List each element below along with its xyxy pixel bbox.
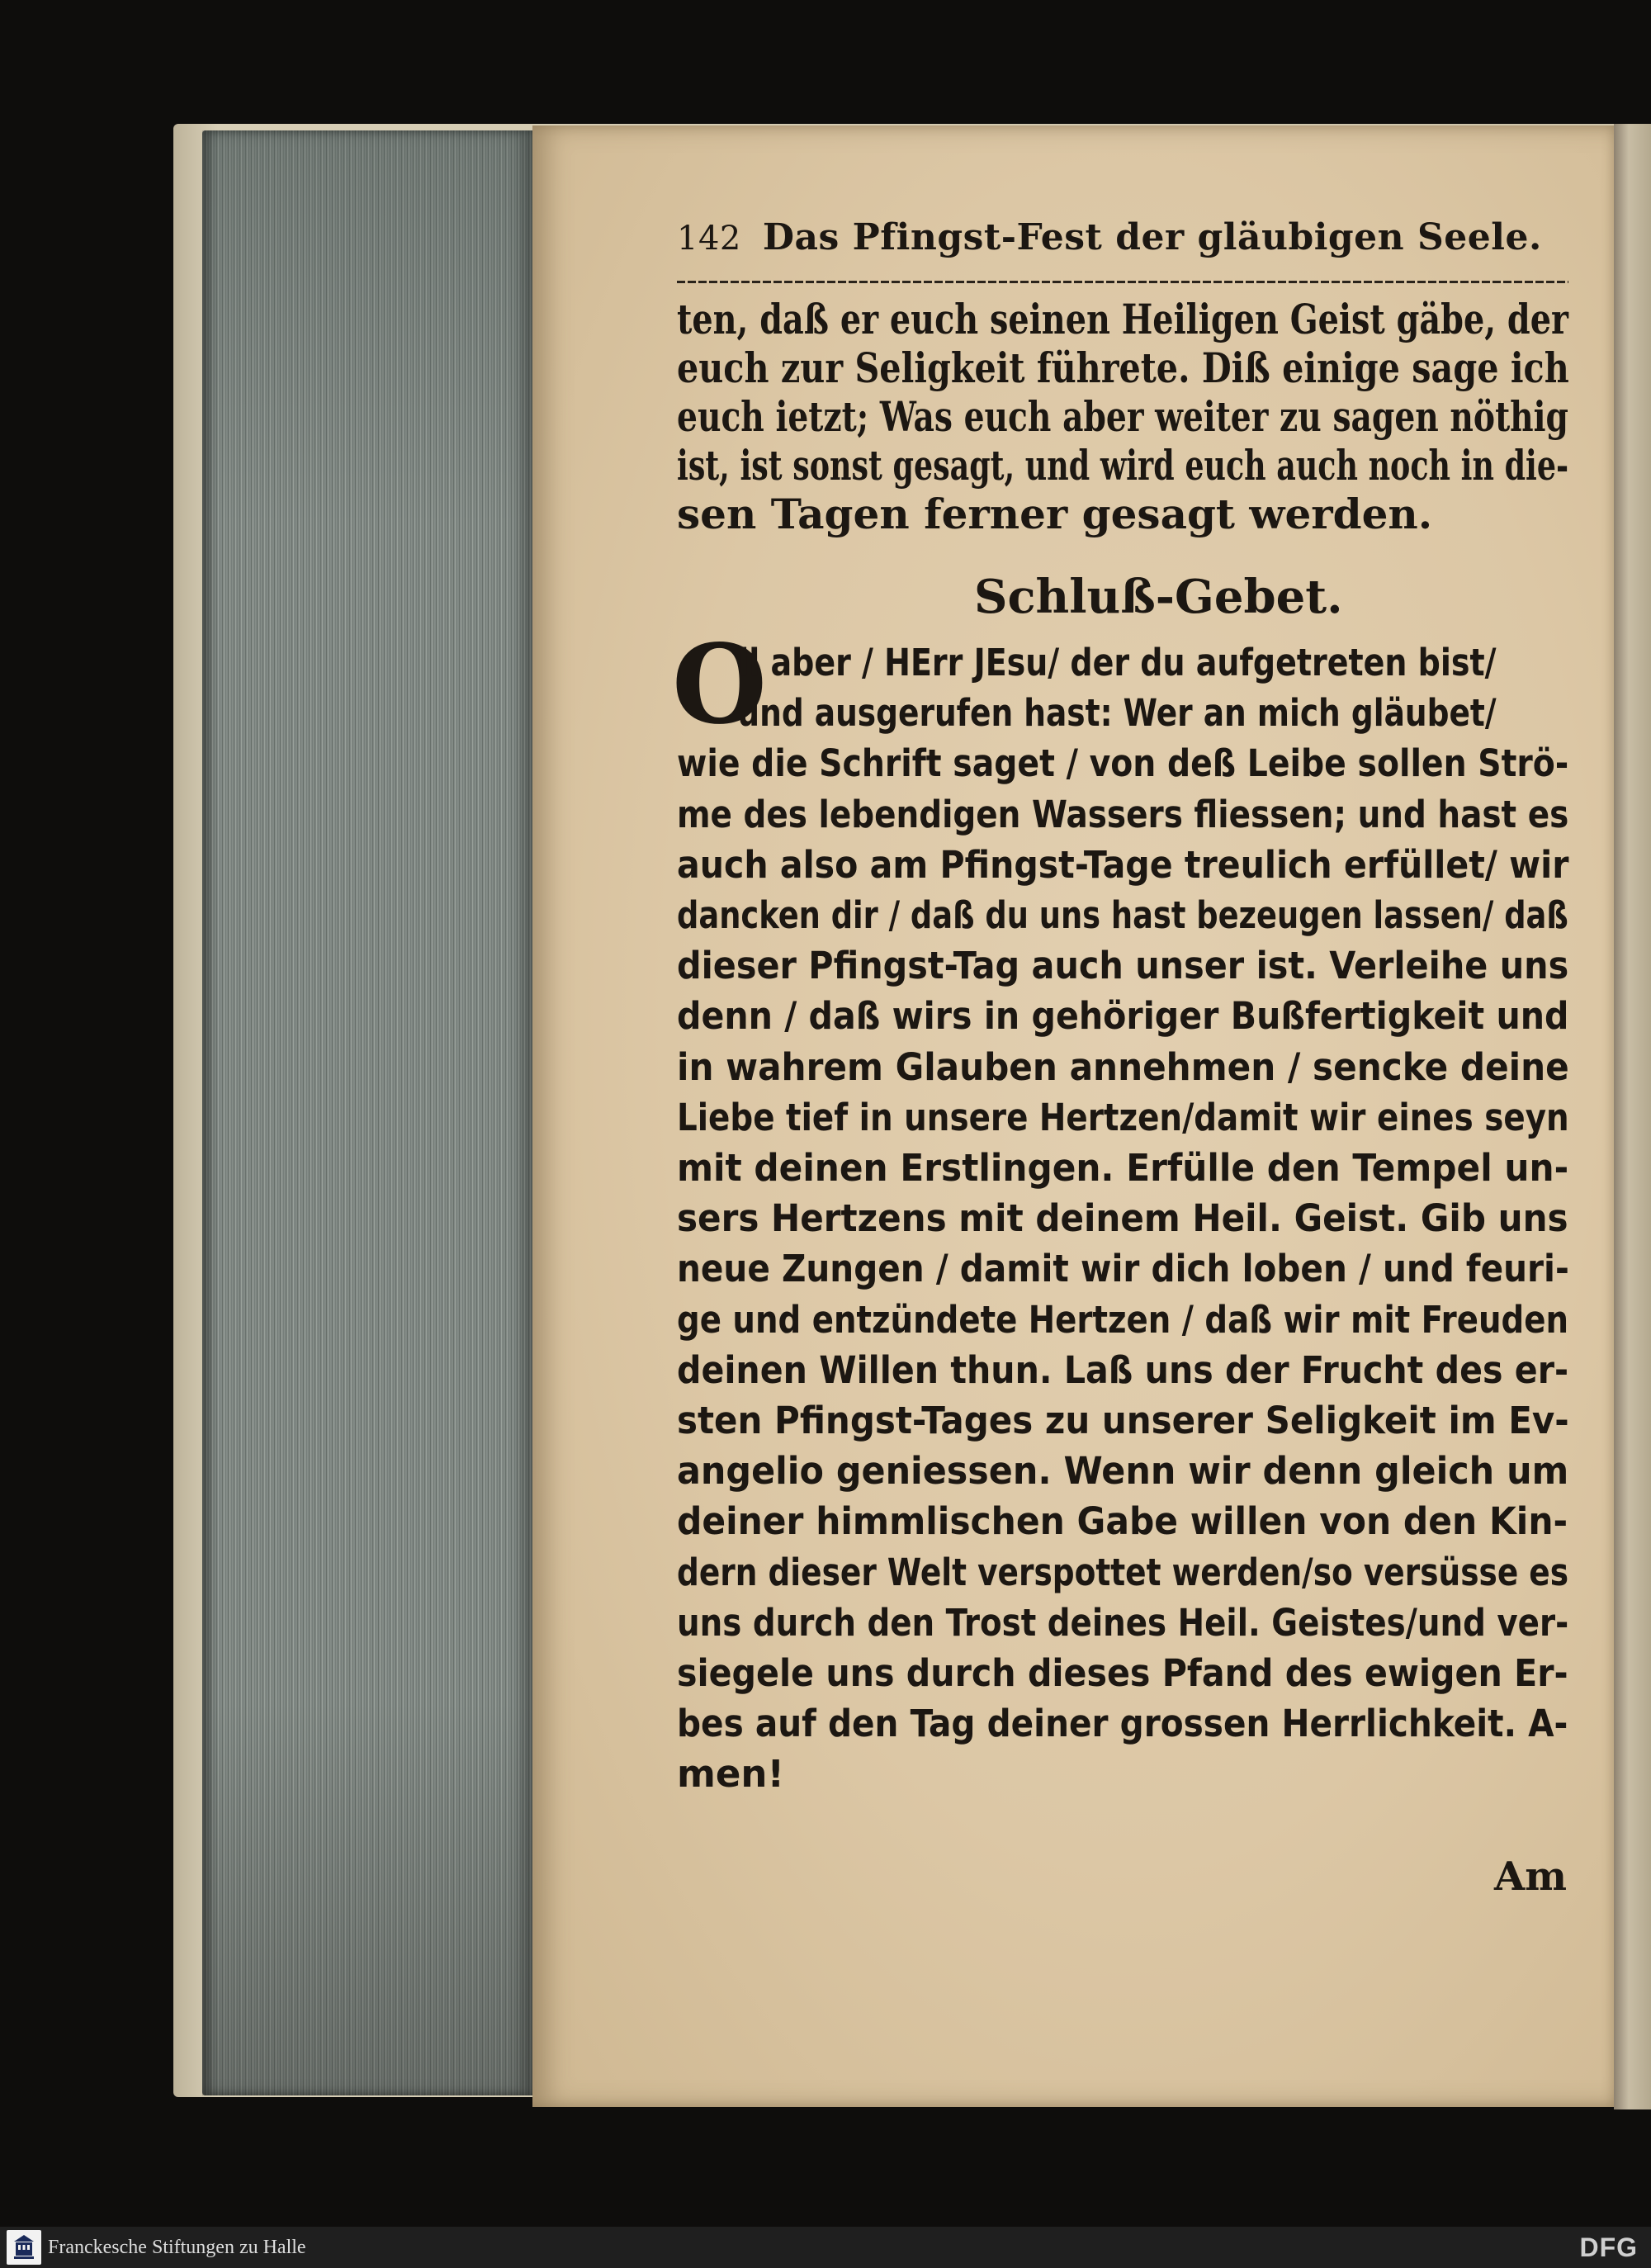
text-line: dancken dir / daß du uns hast bezeugen lassen/ daß (677, 893, 1568, 938)
section-heading: Schluß-Gebet. (974, 570, 1343, 624)
drop-cap: O (672, 621, 767, 749)
text-line: wie die Schrift saget / von deß Leibe sollen Strö- (677, 741, 1569, 786)
text-line: sen Tagen ferner gesagt werden. (677, 490, 1433, 538)
text-line: euch ietzt; Was euch aber weiter zu sagen nöthig (677, 392, 1568, 441)
page-edges-shade (202, 130, 532, 2095)
text-line: sers Hertzens mit deinem Heil. Geist. Gib uns (677, 1196, 1568, 1241)
text-line: ge und entzündete Hertzen / daß wir mit Freuden (677, 1297, 1569, 1342)
text-line: mit deinen Erstlingen. Erfülle den Tempel un- (677, 1146, 1569, 1191)
viewer-footer (0, 2227, 1651, 2268)
page-number: 142 (677, 220, 741, 258)
text-line: neue Zungen / damit wir dich loben / und feuri- (677, 1247, 1569, 1291)
text-line: dern dieser Welt verspottet werden/so versüsse es (677, 1550, 1569, 1594)
text-line: deinen Willen thun. Laß uns der Frucht des er- (677, 1347, 1569, 1392)
text-line: me des lebendigen Wassers fliessen; und hast es (677, 792, 1569, 836)
institution-logo-icon (7, 2230, 41, 2265)
text-line: und ausgerufen hast: Wer an mich gläubet/ (737, 691, 1497, 736)
text-line: ten, daß er euch seinen Heiligen Geist gäbe, der (677, 295, 1568, 343)
text-line: auch also am Pfingst-Tage treulich erfüllet/ wir (677, 842, 1569, 887)
text-line: ll aber / HErr JEsu/ der du aufgetreten bist/ (738, 641, 1497, 684)
running-head (677, 216, 1568, 274)
institution-name: Franckesche Stiftungen zu Halle (48, 2236, 306, 2258)
text-line: ist, ist sonst gesagt, und wird euch auch noch in die- (677, 441, 1569, 490)
footer-institution[interactable] (0, 2230, 306, 2265)
running-title: Das Pfingst-Fest der gläubigen Seele. (762, 216, 1542, 258)
header-rule (677, 281, 1568, 283)
text-line: angelio geniessen. Wenn wir denn gleich um (677, 1449, 1569, 1494)
building-icon (12, 2233, 36, 2261)
text-line: euch zur Seligkeit führete. Diß einige sage ich (677, 343, 1569, 392)
dfg-logo[interactable]: DFG (1579, 2232, 1638, 2262)
text-line: Liebe tief in unsere Hertzen/damit wir eines seyn (677, 1095, 1569, 1139)
text-line: sten Pfingst-Tages zu unserer Seligkeit im Ev- (677, 1399, 1569, 1443)
prayer-paragraph (672, 621, 1569, 1800)
text-line: uns durch den Trost deines Heil. Geistes/und ver- (677, 1600, 1569, 1645)
text-line: denn / daß wirs in gehöriger Bußfertigkeit und (677, 994, 1569, 1039)
page-text (672, 216, 1569, 1800)
text-line: dieser Pfingst-Tag auch unser ist. Verleihe uns (677, 944, 1569, 988)
text-line: deiner himmlischen Gabe willen von den Kin- (677, 1499, 1568, 1544)
text-line: siegele uns durch dieses Pfand des ewigen Er- (677, 1651, 1568, 1696)
text-line: in wahrem Glauben annehmen / sencke deine (677, 1044, 1569, 1089)
text-line: men! (677, 1752, 784, 1797)
page-right-edge (1614, 124, 1651, 2109)
intro-paragraph (677, 295, 1568, 538)
text-line: bes auf den Tag deiner grossen Herrlichkeit. A- (677, 1702, 1568, 1746)
catchword: Am (1494, 1854, 1568, 1900)
